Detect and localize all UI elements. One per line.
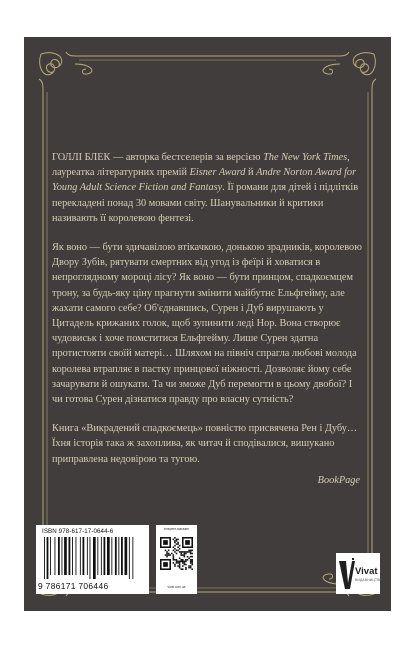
author-bio	[52, 150, 362, 226]
bio-eisner: Eisner Award	[189, 167, 246, 179]
barcode	[42, 537, 143, 579]
bio-text-4: . Її романи для дітей і підлітків перекладені понад 30 мовами світу. Шанувальники й критики називають її королевою фентезі.	[52, 182, 359, 224]
bio-text: ГОЛЛІ БЛЕК — авторка бестселерів за версією	[52, 152, 264, 163]
barcode-digits: 9 786171 706446	[38, 581, 109, 591]
bio-norton: Andre Norton Award for Young Adult Science Fiction and Fantasy	[52, 167, 357, 194]
isbn-barcode-block	[36, 525, 149, 594]
qr-block	[156, 525, 197, 594]
qr-code	[160, 537, 193, 570]
review-quote: Книга «Викрадений спадкоємець» повністю присвячена Рен і Дубу… Їхня історія така ж захоплива, як читач й сподівалися, вишукано приправлена недовірою та тугою.	[52, 423, 358, 465]
bio-text-2: , лауреатка літературних премій	[52, 152, 350, 179]
synopsis: Як воно — бути здичавілою втікачкою, донькою зрадників, королевою Двору Зубів, рятувати смертних від угод із феїрі й ховатися в непроглядному мороці лісу? Як воно — бути принцом, спадкоємцем трону, за будь-яку ціну прагнути змінити майбутнє Ельфгейму, але жахати самого себе? Об'єднавшись, Сурен і Дуб вирушають у Цитадель крижаних голок, щоб зупинити леді Нор. Вона створює чудовиськ і хоче помститися Ельфгейму. Лише Сурен здатна протистояти своїй матері… Шляхом на північ спрагла любові молода королева втрапляє в пастку принцової ніжності. Дозволяє йому себе зачарувати й ошукати. Та чи зможе Дуб перемогти в цьому двобої? І чи готова Сурен дізнатися правду про власну сутність?	[52, 242, 362, 406]
qr-url: vivat.com.ua	[167, 585, 186, 589]
bio-text-3: й	[245, 167, 257, 179]
review-source: BookPage	[317, 474, 360, 486]
qr-caption: інтернет-магазин	[163, 527, 190, 531]
publisher-name: Vivat	[355, 566, 378, 577]
book-back-cover	[24, 37, 391, 611]
publisher-logo	[336, 553, 383, 594]
bio-nyt: The New York Times	[263, 152, 348, 163]
publisher-subtitle: ВИДАВНИЦТВО	[355, 578, 383, 582]
isbn-label: ISBN 978-617-17-0644-6	[42, 528, 114, 535]
back-cover-text	[52, 150, 362, 488]
